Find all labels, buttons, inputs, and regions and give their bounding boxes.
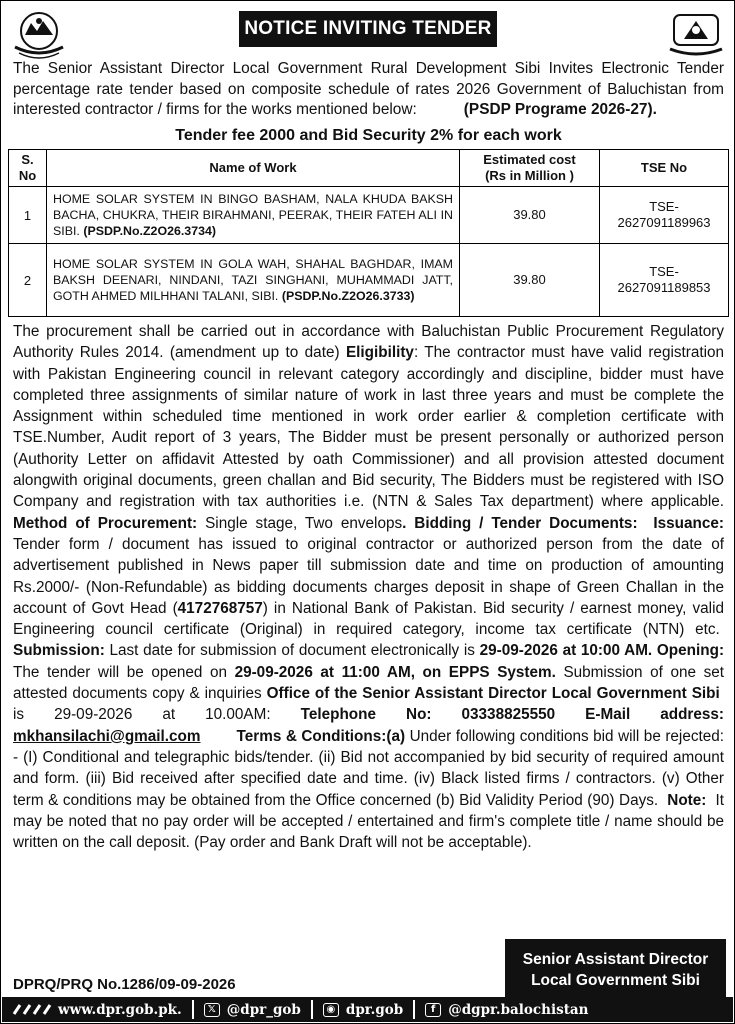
telephone-number: Telephone No: 03338825550 (300, 706, 556, 724)
footer-bar (2, 997, 733, 1022)
website-icon (12, 1002, 52, 1017)
row-work-text: HOME SOLAR SYSTEM IN BINGO BASHAM, NALA KHUDA BAKSH BACHA, CHUKRA, THEIR BIRAHMANI, PEERAK, THEIR FATEH ALI IN SIBI. (53, 192, 453, 238)
cost-header (460, 150, 600, 187)
dprq-number: DPRQ/PRQ No.1286/09-09-2026 (13, 976, 236, 993)
signature-block (505, 939, 726, 1001)
body-text-5: ) in National Bank of Pakistan. Bid security / earnest money, valid Engineering council certificate (Original) in required category, income tax certificate (NTN) etc. (13, 599, 724, 639)
issuance-label: Issuance: (653, 514, 724, 532)
table-row (9, 187, 729, 244)
instagram-handle: dpr.gob (345, 1001, 404, 1018)
row-sno: 1 (9, 187, 47, 244)
body-text-8: Submission of one set attested documents copy & inquiries (13, 663, 724, 703)
notice-title: NOTICE INVITING TENDER (239, 11, 497, 47)
row-work (47, 244, 460, 317)
table-header-row (9, 150, 729, 187)
website-text: www.dpr.gob.pk. (58, 1001, 182, 1018)
row-work-text: HOME SOLAR SYSTEM IN GOLA WAH, SHAHAL BAGHDAR, IMAM BAKSH DEENARI, NINDANI, TAZI SINGHANI, MUHAMMADI JATT, GOTH AHMED MILHHANI TALANI, SIBI. (53, 257, 453, 303)
body-text-6: Last date for submission of document electronically is (109, 642, 475, 660)
body-text-1: The procurement shall be carried out in accordance with Baluchistan Public Procurement Regulatory Authority Rules 2014. (amendment up to date) (13, 323, 724, 362)
note-label: Note: (667, 791, 707, 809)
twitter-icon: 𝕏 (204, 1003, 220, 1017)
row-tse-line1: TSE- (649, 199, 679, 214)
body-text-2: : The contractor must have valid registration with Pakistan Engineering council in relevant category accordingly and discipline, bidder must have completed three assignments of similar nature of work in last three years and must be complete the Assignment within scheduled time mentioned in work order earlier & completion certificate with TSE.Number, Audit report of 3 years, The Bidder must be present personally or authorized person (Authority Letter on affidavit Attested by oath Commissioner) and all provision attested document alongwith original documents, green challan and Bid security, The Bidders must be registered with ISO Company and registration with tax authorities i.e. (NTN & Sales Tax department) where applicable. (13, 344, 725, 511)
row-psdp: (PSDP.No.Z2O26.3734) (83, 224, 216, 238)
work-header: Name of Work (47, 150, 460, 187)
opening-label: Opening: (656, 642, 725, 660)
facebook-handle: @dgpr.balochistan (448, 1001, 589, 1018)
works-table (8, 149, 729, 317)
row-sno: 2 (9, 244, 47, 317)
bidding-label: . Bidding / Tender Documents: (402, 514, 638, 532)
row-tse (600, 187, 729, 244)
cost-header-line1: Estimated cost (483, 152, 576, 167)
body-text-11: It may be noted that no pay order will be accepted / entertained and firm's complete title / name should be written on the call deposit. (Pay order and Bank Draft will not be acceptable). (13, 791, 724, 852)
footer-instagram[interactable] (313, 997, 413, 1022)
body-text-3: Single stage, Two envelops (205, 514, 403, 532)
row-cost: 39.80 (460, 244, 600, 317)
submission-date: 29-09-2026 at 10:00 AM. (479, 642, 653, 660)
instagram-icon: ◉ (323, 1003, 339, 1017)
row-psdp: (PSDP.No.Z2O26.3733) (281, 289, 415, 303)
footer-facebook[interactable] (415, 997, 598, 1022)
body-text-10: Under following conditions bid will be rejected: - (I) Conditional and telegraphic bids/tender. (ii) Bid not accompanied by bid security of required amount and form. (iii) Bid received after specified date and time. (iv) Black listed firms / contractors. (v) Other term & conditions may be obtained from the Office concerned (b) Bid Validity Period (90) Days. (13, 727, 725, 809)
row-work (47, 187, 460, 244)
office-label: Office of the Senior Assistant Director Local Government Sibi (266, 685, 720, 703)
sno-header: S. No (9, 150, 47, 187)
programme-label: (PSDP Programe 2026-27). (463, 101, 657, 118)
body-text-9: is 29-09-2026 at 10.00AM: (13, 706, 271, 724)
government-emblem-logo (11, 9, 67, 59)
twitter-handle: @dpr_gob (226, 1001, 301, 1018)
local-government-seal-logo (668, 9, 724, 59)
intro-paragraph (13, 59, 724, 121)
intro-text: The Senior Assistant Director Local Government Rural Development Sibi Invites Electronic Tender percentage rate tender based on composite schedule of rates 2026 Government of Baluchistan from interested contractor / firms for the works mentioned below: (13, 60, 724, 118)
signature-line1: Senior Assistant Director (522, 951, 709, 968)
tse-header: TSE No (600, 150, 729, 187)
terms-body (13, 321, 724, 853)
row-tse-line2: 2627091189853 (617, 280, 711, 295)
body-text-7: The tender will be opened on (13, 663, 227, 681)
account-number: 4172768757 (177, 599, 263, 617)
facebook-icon: f (425, 1003, 441, 1017)
tender-fee-line: Tender fee 2000 and Bid Security 2% for each work (175, 127, 562, 144)
row-tse-line2: 2627091189963 (617, 215, 711, 230)
footer-website[interactable] (2, 997, 192, 1022)
row-tse (600, 244, 729, 317)
email-label: E-Mail address: (585, 706, 724, 724)
eligibility-label: Eligibility (345, 344, 414, 362)
terms-label: Terms & Conditions:(a) (236, 727, 406, 745)
submission-label: Submission: (13, 642, 105, 660)
email-link[interactable]: mkhansilachi@gmail.com (13, 727, 201, 745)
table-row (9, 244, 729, 317)
row-cost: 39.80 (460, 187, 600, 244)
opening-date: 29-09-2026 at 11:00 AM, on EPPS System. (234, 663, 556, 681)
method-label: Method of Procurement: (13, 514, 198, 532)
row-tse-line1: TSE- (649, 264, 679, 279)
footer-twitter[interactable] (194, 997, 311, 1022)
signature-line2: Local Government Sibi (531, 972, 700, 989)
cost-header-line2: (Rs in Million ) (485, 168, 574, 183)
body-text-4: Tender form / document has issued to original contractor or authorized person from the date of advertisement published in News paper till submission date and time on production of amounting Rs.2000/- (Non-Refundable) as bidding documents charges deposit in shape of Green Challan in the account of Govt Head ( (13, 535, 724, 617)
